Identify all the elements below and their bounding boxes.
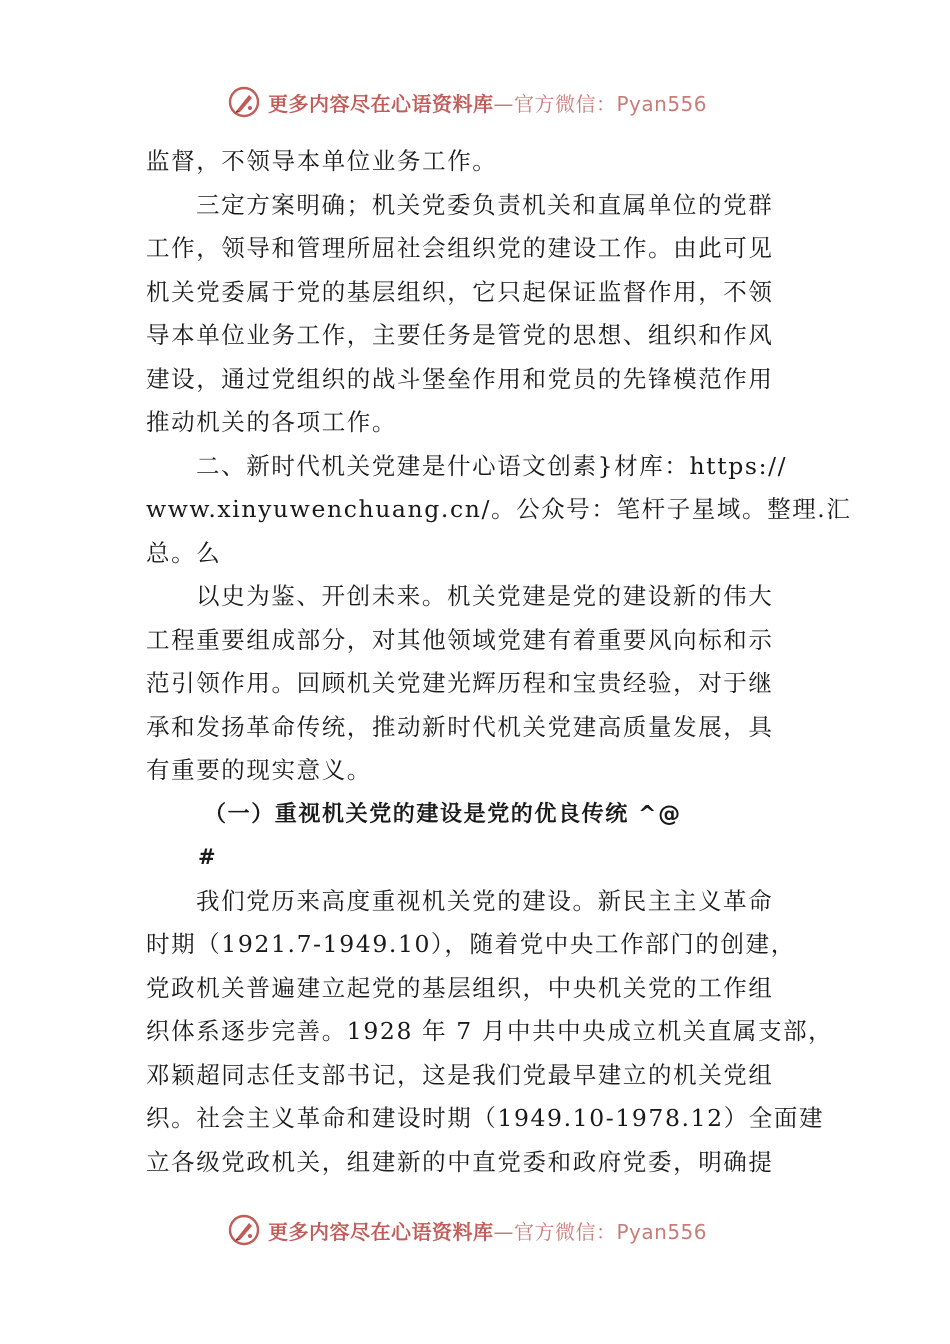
watermark-header bbox=[228, 84, 728, 120]
text-line: 三定方案明确；机关党委负责机关和直属单位的党群 bbox=[196, 190, 774, 219]
text-line: 建设，通过党组织的战斗堡垒作用和党员的先锋模范作用 bbox=[146, 364, 774, 393]
text-line: # bbox=[198, 845, 218, 869]
text-line: 时期（1921.7-1949.10），随着党中央工作部门的创建， bbox=[146, 930, 796, 958]
text-line: 有重要的现实意义。 bbox=[146, 756, 372, 784]
watermark-wechat: —官方微信：Pyan556 bbox=[493, 1219, 708, 1244]
watermark-text bbox=[268, 88, 707, 117]
text-line: 以史为鉴、开创未来。机关党建是党的建设新的伟大 bbox=[196, 582, 774, 610]
text-line: 总。么 bbox=[146, 538, 222, 567]
text-line: 监督，不领导本单位业务工作。 bbox=[146, 147, 498, 175]
text-line: 我们党历来高度重视机关党的建设。新民主主义革命 bbox=[196, 886, 774, 915]
watermark-library-name: 更多内容尽在心语资料库 bbox=[268, 91, 494, 116]
text-line: 机关党委属于党的基层组织，它只起保证监督作用，不领 bbox=[146, 277, 774, 306]
text-line: 织体系逐步完善。1928 年 7 月中共中央成立机关直属支部， bbox=[146, 1017, 834, 1045]
text-line: www.xinyuwenchuang.cn/。公众号：笔杆子星域。整理.汇 bbox=[146, 495, 852, 523]
text-line: 工作，领导和管理所屈社会组织党的建设工作。由此可见 bbox=[146, 234, 774, 262]
watermark-wechat: —官方微信：Pyan556 bbox=[493, 91, 708, 116]
text-line: 织。社会主义革命和建设时期（1949.10-1978.12）全面建 bbox=[146, 1104, 825, 1132]
text-line: 导本单位业务工作，主要任务是管党的思想、组织和作风 bbox=[146, 321, 774, 349]
text-line: 立各级党政机关，组建新的中直党委和政府党委，明确提 bbox=[146, 1147, 774, 1176]
watermark-text bbox=[268, 1216, 707, 1245]
pen-logo-icon bbox=[228, 1214, 260, 1246]
document-body bbox=[146, 140, 852, 1184]
text-line: 范引领作用。回顾机关党建光辉历程和宝贵经验，对于继 bbox=[146, 669, 774, 697]
text-line: 邓颖超同志任支部书记，这是我们党最早建立的机关党组 bbox=[146, 1060, 774, 1089]
text-line: 党政机关普遍建立起党的基层组织，中央机关党的工作组 bbox=[146, 973, 774, 1002]
watermark-footer bbox=[228, 1212, 728, 1248]
watermark-library-name: 更多内容尽在心语资料库 bbox=[268, 1219, 494, 1244]
text-line: 二、新时代机关党建是什心语文创素}材库：https:// bbox=[196, 451, 788, 480]
section-heading: （一）重视机关党的建设是党的优良传统 ^@ bbox=[204, 801, 682, 827]
pen-logo-icon bbox=[228, 86, 260, 118]
text-line: 工程重要组成部分，对其他领域党建有着重要风向标和示 bbox=[146, 625, 774, 654]
text-line: 推动机关的各项工作。 bbox=[146, 408, 397, 436]
text-line: 承和发扬革命传统，推动新时代机关党建高质量发展，具 bbox=[146, 712, 774, 741]
